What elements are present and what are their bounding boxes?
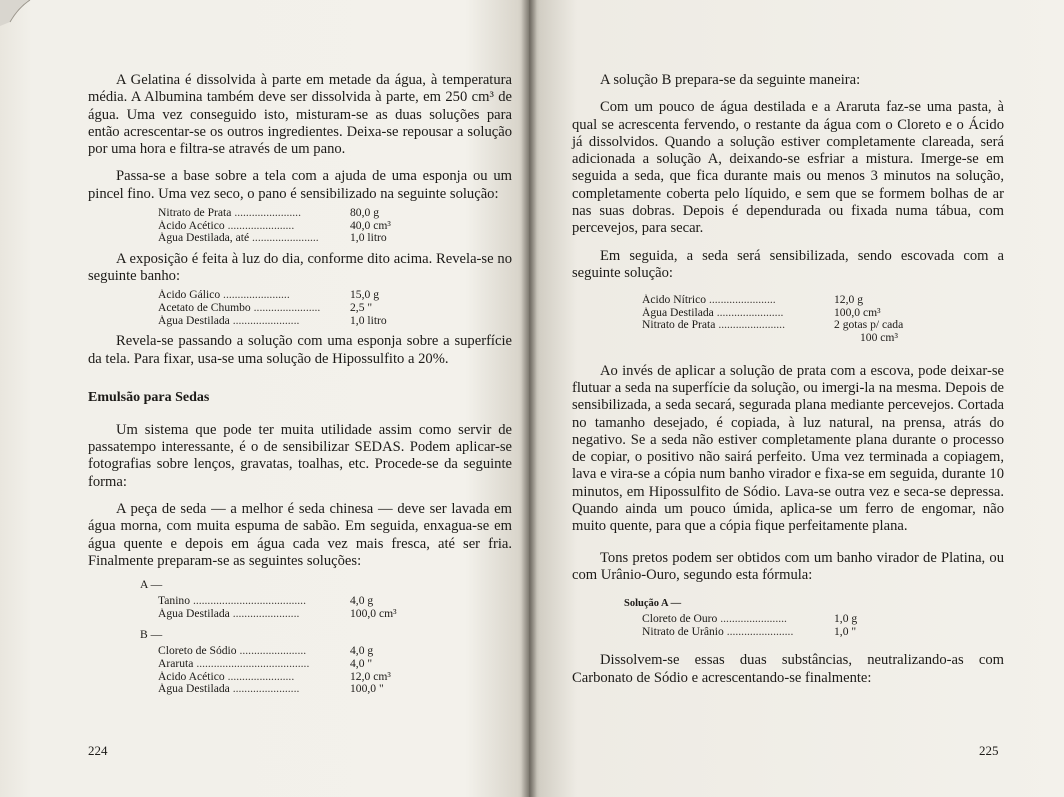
ingredient: Água Destilada <box>158 607 230 620</box>
solution-a-label: Solução A — <box>624 598 682 610</box>
recipe-row: Ácido Nítrico ....................... 12,0 g <box>642 294 903 307</box>
ingredient: Nitrato de Urânio <box>642 625 724 638</box>
recipe-table-developer <box>158 289 387 327</box>
quantity: 1,0 " <box>834 624 857 638</box>
section-heading: Emulsão para Sedas <box>88 389 210 405</box>
ingredient: Água Destilada <box>158 683 230 696</box>
page-number-left: 224 <box>88 743 108 758</box>
left-page <box>0 0 529 797</box>
ingredient: Água Destilada <box>642 306 714 319</box>
paragraph: Tons pretos podem ser obtidos com um banho virador de Platina, ou com Urânio-Ouro, segundo esta fórmula: <box>572 549 1004 583</box>
recipe-row: Água Destilada ....................... 100,0 " <box>158 683 391 696</box>
ingredient: Tanino <box>158 595 191 608</box>
left-text-column <box>88 72 512 702</box>
quantity: 1,0 litro <box>350 231 387 245</box>
solution-b-label: B — <box>140 628 163 642</box>
ingredient: Acetato de Chumbo <box>158 302 251 315</box>
paragraph: Em seguida, a seda será sensibilizada, sendo escovada com a seguinte solução: <box>572 247 1004 281</box>
quantity: 2,5 " <box>350 301 373 315</box>
paragraph: Um sistema que pode ter muita utilidade assim como servir de passatempo interessante, é o de sensibilizar SEDAS. Podem aplicar-se fotografias sobre lenços, gravatas, toalhas, etc. Procede-se da seguinte forma: <box>88 421 512 490</box>
recipe-row: Nitrato de Prata ....................... 2 gotas p/ cada <box>642 318 904 332</box>
quantity: 100,0 cm³ <box>834 305 881 319</box>
paragraph: A exposição é feita à luz do dia, conforme dito acima. Revela-se no seguinte banho: <box>88 250 512 285</box>
recipe-row: Ácido Acético ....................... 12,0 cm³ <box>158 669 391 683</box>
book-gutter <box>521 0 537 797</box>
quantity: 100,0 cm³ <box>350 606 397 620</box>
paragraph: A peça de seda — a melhor é seda chinesa — deve ser lavada em água morna, com muita espuma de sabão. Em seguida, enxagua-se em água quente e depois em água cada vez mais fresca, até ser fria. Finalmente preparam-se as seguintes soluções: <box>88 501 512 569</box>
ingredient: Nitrato de Prata <box>642 319 716 332</box>
quantity: 4,0 g <box>350 594 374 608</box>
recipe-row: Nitrato de Prata ....................... 80,0 g <box>158 207 391 220</box>
recipe-row: Cloreto de Ouro ....................... 1,0 g <box>642 612 858 626</box>
right-text-column <box>572 72 1004 687</box>
paragraph: Passa-se a base sobre a tela com a ajuda de uma esponja ou um pincel fino. Uma vez seco, o pano é sensibilizado na seguinte solução: <box>88 168 512 202</box>
quantity: 100,0 " <box>350 682 384 696</box>
page-number-right: 225 <box>979 743 999 758</box>
recipe-row: Acetato de Chumbo ....................... 2,5 " <box>158 302 387 315</box>
ingredient: Água Destilada <box>158 314 230 327</box>
quantity: 100 cm³ <box>860 331 898 345</box>
quantity: 40,0 cm³ <box>350 218 391 232</box>
folded-corner-icon <box>0 0 40 30</box>
ingredient: Água Destilada, até <box>158 232 250 245</box>
ingredient: Ácido Acético <box>158 670 225 683</box>
paragraph: A Gelatina é dissolvida à parte em metade da água, à temperatura média. A Albumina também deve ser dissolvida à parte, em 250 cm³ de água. Uma vez conseguido isto, misturam-se as duas soluções para então acrescentar-se os outros ingredientes. Deixa-se repousar a solução por uma hora e filtra-se através de um pano. <box>88 72 512 158</box>
recipe-row: Ácido Acético ....................... 40,0 cm³ <box>158 218 391 232</box>
recipe-row: Água Destilada ....................... 1,0 litro <box>158 313 387 327</box>
recipe-table-toner <box>642 613 857 638</box>
quantity: 2 gotas p/ cada <box>834 318 904 332</box>
recipe-row: Água Destilada, até ....................... 1,0 litro <box>158 232 391 245</box>
ingredient: Ácido Acético <box>158 219 225 232</box>
recipe-row: Nitrato de Urânio ....................... 1,0 " <box>642 624 857 638</box>
recipe-table-sensibilizing <box>158 207 391 245</box>
quantity: 80,0 g <box>350 206 379 220</box>
quantity: 15,0 g <box>350 288 379 302</box>
ingredient: Cloreto de Sódio <box>158 645 237 658</box>
ingredient: Nitrato de Prata <box>158 207 232 220</box>
recipe-row: Araruta ....................................... 4,0 " <box>158 658 391 671</box>
quantity: 4,0 g <box>350 644 374 658</box>
ingredient: Ácido Gálico <box>158 289 221 302</box>
recipe-table-silver <box>642 294 903 344</box>
paragraph: Ao invés de aplicar a solução de prata com a escova, pode deixar-se flutuar a seda na superfície da solução, ou imergi-la na mesma. Depois de sensibilizada, a seda secará, segurada plana mediante percevejos. Cortada no tamanho desejado, é copiada, à luz natural, na prensa, atrás do negativo. Se a seda não estiver completamente plana durante o processo de copiar, o positivo não sairá perfeito. Uma vez terminada a copiagem, lava e vira-se a cópia num banho virador e fixa-se em seguida, durante 10 minutos, em Hipossulfito de Sódio. Lava-se outra vez e seca-se depressa. Quando ainda um pouco úmida, aplica-se um ferro de engomar, não muito quente, para que a cópia fique perfeitamente plana. <box>572 362 1004 535</box>
recipe-row: Tanino ....................................... 4,0 g <box>158 595 397 608</box>
quantity: 1,0 litro <box>350 313 387 327</box>
solution-a-label: A — <box>140 578 163 592</box>
quantity: 12,0 cm³ <box>350 669 391 683</box>
recipe-row: Água Destilada ....................... 100,0 cm³ <box>158 606 397 620</box>
quantity: 12,0 g <box>834 293 863 307</box>
recipe-row <box>642 332 903 345</box>
right-page <box>529 0 1064 797</box>
paragraph: A solução B prepara-se da seguinte maneira: <box>600 72 861 88</box>
recipe-table-solution-a <box>158 595 397 620</box>
recipe-table-solution-b <box>158 645 391 695</box>
recipe-row: Água Destilada ....................... 100,0 cm³ <box>642 307 903 320</box>
paragraph: Dissolvem-se essas duas substâncias, neutralizando-as com Carbonato de Sódio e acrescentando-se finalmente: <box>572 652 1004 686</box>
recipe-row: Cloreto de Sódio ....................... 4,0 g <box>158 645 391 658</box>
ingredient: Ácido Nítrico <box>642 294 707 307</box>
ingredient: Cloreto de Ouro <box>642 613 718 626</box>
paragraph: Revela-se passando a solução com uma esponja sobre a superfície da tela. Para fixar, usa-se uma solução de Hipossulfito a 20%. <box>88 333 512 367</box>
quantity: 1,0 g <box>834 612 858 626</box>
recipe-row: Ácido Gálico ....................... 15,0 g <box>158 289 387 302</box>
quantity: 4,0 " <box>350 656 373 670</box>
ingredient: Araruta <box>158 657 194 670</box>
paragraph: Com um pouco de água destilada e a Araruta faz-se uma pasta, à qual se acrescenta fervendo, o restante da água com o Cloreto e o Ácido já dissolvidos. Quando a solução estiver completamente clareada, será adicionada a solução A, deixando-se esfriar a mistura. Imerge-se em seguida a seda, que fica durante mais ou menos 3 minutos na solução, completamente coberta pelo líquido, e sem que se formem bolhas de ar nas suas dobras. Depois é dependurada ou fixada numa tábua, com percevejos, para secar. <box>572 99 1004 237</box>
